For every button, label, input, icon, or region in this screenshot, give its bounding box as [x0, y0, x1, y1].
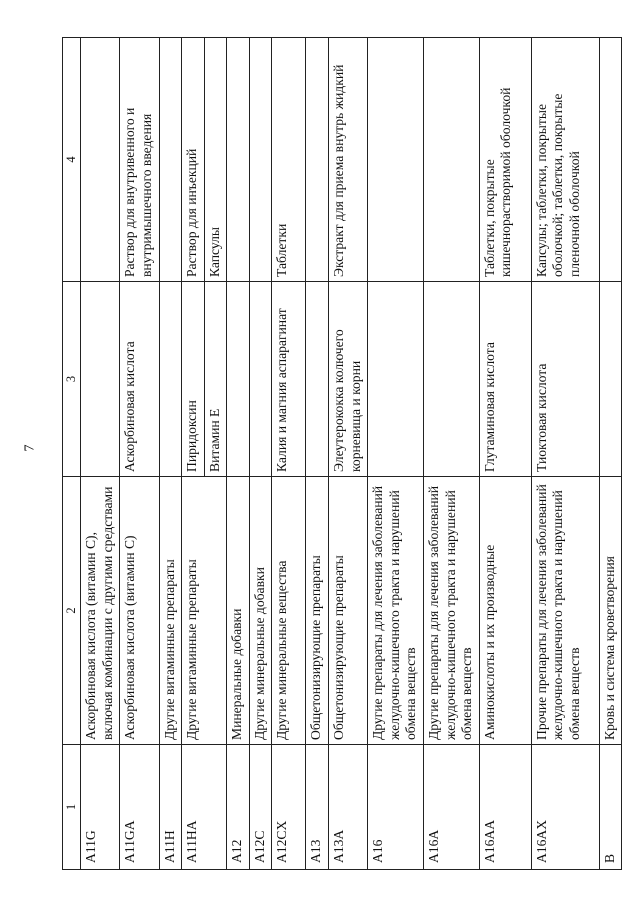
- group-name-cell: Другие витаминные препараты: [159, 477, 182, 745]
- group-name-cell: Другие минеральные вещества: [272, 477, 306, 745]
- dosage-form-entry: Капсулы: [204, 38, 227, 281]
- atc-code-cell: A16: [368, 745, 424, 870]
- substance-cell: [159, 282, 182, 477]
- table-row: [81, 38, 120, 870]
- table-row: [306, 38, 329, 870]
- column-header: 3: [63, 282, 81, 477]
- group-name-cell: Аскорбиновая кислота (витамин С): [120, 477, 159, 745]
- atc-code-cell: A16AX: [531, 745, 599, 870]
- group-name-cell: Кровь и система кроветворения: [599, 477, 622, 745]
- table-row: [120, 38, 159, 870]
- dosage-form-cell: [423, 38, 479, 282]
- atc-code-cell: A13: [306, 745, 329, 870]
- table-row: [272, 38, 306, 870]
- dosage-form-cell: [368, 38, 424, 282]
- substance-cell: Аскорбиновая кислота: [120, 282, 159, 477]
- rotated-table-container: [62, 38, 617, 870]
- group-name-cell: Общетонизирующие препараты: [306, 477, 329, 745]
- table-row: [368, 38, 424, 870]
- substance-cell: [423, 282, 479, 477]
- group-name-cell: Другие препараты для лечения заболеваний желудочно-кишечного тракта и нарушений обмена веществ: [423, 477, 479, 745]
- atc-code-cell: A13A: [329, 745, 368, 870]
- dosage-form-cell: Раствор для внутривенного и внутримышечного введения: [120, 38, 159, 282]
- dosage-form-cell: [306, 38, 329, 282]
- medicines-table: [62, 37, 622, 870]
- dosage-form-cell: [81, 38, 120, 282]
- substance-cell: [306, 282, 329, 477]
- atc-code-cell: A16A: [423, 745, 479, 870]
- substance-entry: Пиридоксин: [184, 400, 200, 472]
- table-row: [159, 38, 182, 870]
- page-number: 7: [22, 444, 38, 452]
- dosage-form-cell: Капсулы; таблетки, покрытые оболочкой; таблетки, покрытые пленочной оболочкой: [531, 38, 599, 282]
- column-header: 4: [63, 38, 81, 282]
- table-row: [599, 38, 622, 870]
- dosage-form-cell: Таблетки, покрытые кишечнорастворимой оболочкой: [479, 38, 531, 282]
- dosage-form-cell: [182, 38, 227, 282]
- substance-cell: Тиоктовая кислота: [531, 282, 599, 477]
- substance-cell: [182, 282, 227, 477]
- atc-code-cell: A16AA: [479, 745, 531, 870]
- dosage-form-cell: [227, 38, 250, 282]
- group-name-cell: Минеральные добавки: [227, 477, 250, 745]
- group-name-cell: Общетонизирующие препараты: [329, 477, 368, 745]
- group-name-cell: Другие витаминные препараты: [182, 477, 227, 745]
- group-name-cell: Аминокислоты и их производные: [479, 477, 531, 745]
- dosage-form-cell: Экстракт для приема внутрь жидкий: [329, 38, 368, 282]
- substance-cell: Элеутерококка колючего корневища и корни: [329, 282, 368, 477]
- atc-code-cell: A11H: [159, 745, 182, 870]
- dosage-form-cell: [249, 38, 272, 282]
- substance-cell: [368, 282, 424, 477]
- atc-code-cell: A11HA: [182, 745, 227, 870]
- substance-cell: Глутаминовая кислота: [479, 282, 531, 477]
- atc-code-cell: A12C: [249, 745, 272, 870]
- atc-code-cell: A11GA: [120, 745, 159, 870]
- column-header: 2: [63, 477, 81, 745]
- table-row: [423, 38, 479, 870]
- column-header: 1: [63, 745, 81, 870]
- substance-cell: [227, 282, 250, 477]
- group-name-cell: Другие препараты для лечения заболеваний желудочно-кишечного тракта и нарушений обмена веществ: [368, 477, 424, 745]
- group-name-cell: Прочие препараты для лечения заболеваний желудочно-кишечного тракта и нарушений обмена веществ: [531, 477, 599, 745]
- substance-cell: [81, 282, 120, 477]
- table-row: [531, 38, 599, 870]
- table-row: [182, 38, 227, 870]
- group-name-cell: Другие минеральные добавки: [249, 477, 272, 745]
- atc-code-cell: A11G: [81, 745, 120, 870]
- table-header-row: [63, 38, 81, 870]
- substance-cell: Калия и магния аспарагинат: [272, 282, 306, 477]
- dosage-form-entry: Раствор для инъекций: [184, 148, 200, 277]
- table-row: [479, 38, 531, 870]
- substance-entry: Витамин Е: [204, 282, 227, 476]
- table-row: [249, 38, 272, 870]
- substance-cell: [249, 282, 272, 477]
- table-row: [329, 38, 368, 870]
- substance-cell: [599, 282, 622, 477]
- dosage-form-cell: Таблетки: [272, 38, 306, 282]
- table-row: [227, 38, 250, 870]
- dosage-form-cell: [159, 38, 182, 282]
- atc-code-cell: A12CX: [272, 745, 306, 870]
- atc-code-cell: B: [599, 745, 622, 870]
- dosage-form-cell: [599, 38, 622, 282]
- group-name-cell: Аскорбиновая кислота (витамин С), включая комбинации с другими средствами: [81, 477, 120, 745]
- atc-code-cell: A12: [227, 745, 250, 870]
- table-body: [81, 38, 622, 870]
